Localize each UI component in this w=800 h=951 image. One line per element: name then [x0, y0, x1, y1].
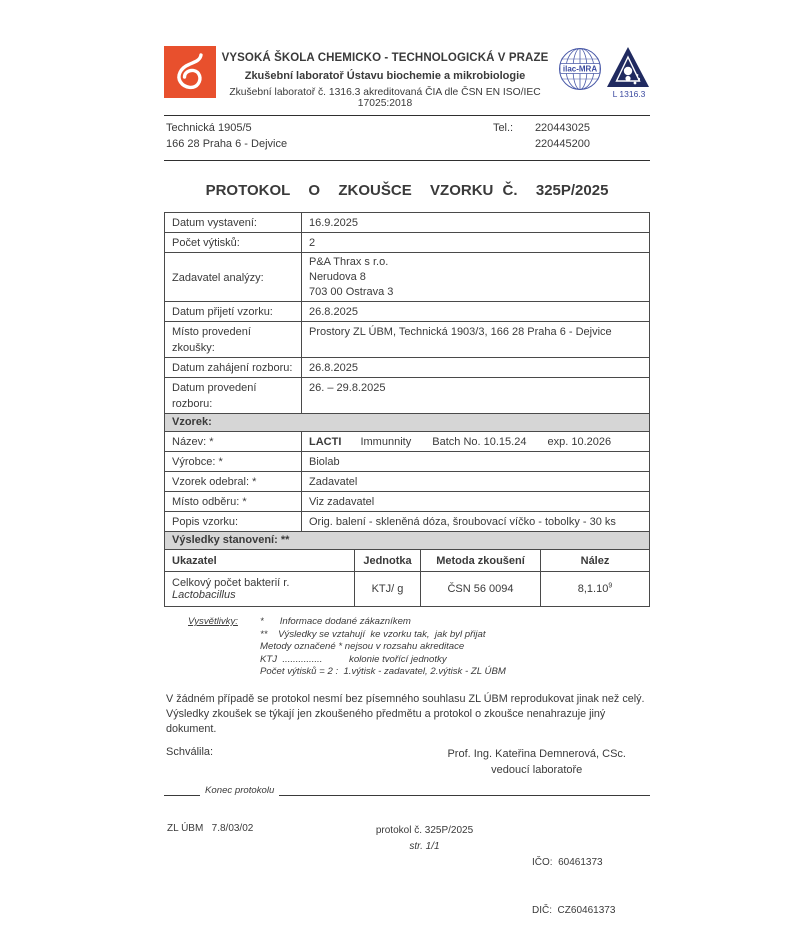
results-header-row [165, 549, 649, 571]
phone-number-1: 220443025 [534, 122, 590, 134]
row-label: Popis vzorku: [165, 512, 302, 531]
row-label: Datum zahájení rozboru: [165, 358, 302, 377]
table-section-row [165, 531, 649, 549]
address-city: 166 28 Praha 6 - Dejvice [166, 138, 288, 150]
accreditation-line: Zkušební laboratoř č. 1316.3 akreditovaná ČIA dle ČSN EN ISO/IEC 17025:2018 [229, 87, 541, 109]
row-value: Biolab [309, 456, 340, 468]
footnote-line: KTJ ............... kolonie tvořící jednotky [260, 653, 447, 665]
approver-role: vedoucí laboratoře [491, 763, 583, 776]
document-footer [164, 823, 650, 951]
sample-brand: LACTI [309, 436, 342, 448]
row-value: Zadavatel [309, 476, 358, 488]
row-value [302, 253, 649, 301]
row-label: Datum provedení rozboru: [165, 378, 302, 413]
row-label: Zadavatel analýzy: [165, 253, 302, 301]
row-label: Výrobce: * [165, 452, 302, 471]
table-row [165, 511, 649, 531]
lab-address [166, 120, 287, 152]
table-row [165, 321, 649, 357]
indicator-text: Celkový počet bakterií r. [172, 577, 290, 589]
row-label: Vzorek odebral: * [165, 472, 302, 491]
footer-doc-code: ZL ÚBM 7.8/03/02 [167, 822, 254, 834]
row-label: Místo odběru: * [165, 492, 302, 511]
result-value-exponent: 9 [608, 582, 613, 590]
footer-company-ids [532, 823, 650, 951]
row-value: 26. – 29.8.2025 [309, 382, 386, 394]
results-col-indicator: Ukazatel [165, 550, 355, 571]
row-label: Místo provedení zkoušky: [165, 322, 302, 357]
address-street: Technická 1905/5 [166, 122, 252, 134]
table-row [165, 213, 649, 232]
row-value: 16.9.2025 [309, 217, 358, 229]
approver-name: Prof. Ing. Kateřina Demnerová, CSc. [447, 747, 626, 760]
row-value: 2 [309, 237, 316, 249]
disclaimer-paragraph: V žádném případě se protokol nesmí bez písemného souhlasu ZL ÚBM reprodukovat jinak než celý. Výsledky zkoušek se týkají jen zkoušeného předmětu a protokol o zkoušce nenahrazuje jiný dokument. [166, 692, 645, 735]
protocol-document [164, 44, 650, 951]
row-value: 26.8.2025 [309, 362, 358, 374]
approver [447, 746, 626, 778]
phone-label: Tel.: [492, 122, 514, 134]
table-row [165, 377, 649, 413]
laboratory-name: Zkušební laboratoř Ústavu biochemie a mikrobiologie [244, 70, 526, 82]
row-value: Orig. balení - skleněná dóza, šroubovací víčko - tobolky - 30 ks [309, 516, 616, 528]
footnotes [164, 616, 650, 679]
footnotes-label: Vysvětlivky: [188, 616, 238, 627]
client-city: 703 00 Ostrava 3 [309, 286, 394, 298]
results-col-finding: Nález [580, 554, 610, 567]
sample-product: Immunnity [360, 436, 412, 448]
footnote-line: ** Výsledky se vztahují ke vzorku tak, jak byl přijat [260, 628, 486, 640]
table-row [165, 451, 649, 471]
result-indicator [165, 572, 355, 606]
table-row [165, 431, 649, 451]
table-row [165, 471, 649, 491]
protocol-title: PROTOKOL O ZKOUŠCE VZORKU Č. 325P/2025 [205, 182, 609, 199]
result-value-base: 8,1.10 [577, 583, 609, 595]
end-of-protocol-label: Konec protokolu [205, 784, 275, 796]
results-col-unit: Jednotka [355, 550, 421, 571]
indicator-species: Lactobacillus [172, 589, 236, 601]
footer-page-number: str. 1/1 [409, 840, 440, 852]
row-label: Datum přijetí vzorku: [165, 302, 302, 321]
row-label: Název: * [165, 432, 302, 451]
sample-expiry: exp. 10.2026 [547, 436, 612, 448]
table-row [165, 301, 649, 321]
row-label: Počet výtisků: [165, 233, 302, 252]
results-data-row [165, 571, 649, 606]
protocol-table [164, 212, 650, 607]
footer-dic: DIČ: CZ60461373 [532, 904, 616, 916]
table-section-row [165, 413, 649, 431]
row-value: Viz zadavatel [309, 496, 375, 508]
end-line-right [279, 792, 650, 796]
address-block [164, 116, 650, 154]
accreditation-logos [554, 46, 650, 107]
footnote-line: Metody označené * nejsou v rozsahu akreditace [260, 641, 465, 653]
cia-accreditation-number: L 1316.3 [612, 89, 646, 99]
footnote-line: * Informace dodané zákazníkem [260, 616, 411, 627]
row-value: 26.8.2025 [309, 306, 358, 318]
result-method: ČSN 56 0094 [421, 572, 541, 606]
footnotes-lines [260, 616, 506, 679]
table-row [165, 232, 649, 252]
sample-name-value [302, 432, 649, 451]
uct-prague-logo-icon [164, 46, 216, 98]
header-divider-bottom [164, 160, 650, 161]
phone-number-2: 220445200 [534, 138, 590, 150]
section-header-sample: Vzorek: [165, 414, 649, 431]
table-row [165, 491, 649, 511]
row-label: Datum vystavení: [165, 213, 302, 232]
header-titles [216, 44, 554, 109]
document-header [164, 44, 650, 109]
section-header-results: Výsledky stanovení: ** [165, 532, 649, 549]
approved-by-label: Schválila: [166, 745, 214, 758]
footer-protocol-number: protokol č. 325P/2025 [375, 824, 474, 836]
cia-accreditation-logo-icon [606, 46, 650, 107]
table-row [165, 252, 649, 301]
row-value: Prostory ZL ÚBM, Technická 1903/3, 166 28 Praha 6 - Dejvice [309, 326, 612, 338]
result-unit: KTJ/ g [355, 572, 421, 606]
phone-block [493, 120, 590, 152]
end-of-protocol [164, 785, 650, 796]
footer-center [317, 823, 532, 951]
sample-batch: Batch No. 10.15.24 [432, 436, 527, 448]
table-row [165, 357, 649, 377]
client-street: Nerudova 8 [309, 271, 366, 283]
ilac-mra-logo-icon [557, 46, 603, 97]
result-value [541, 572, 649, 606]
organization-name: VYSOKÁ ŠKOLA CHEMICKO - TECHNOLOGICKÁ V PRAZE [221, 52, 549, 64]
approval-block [164, 746, 650, 778]
footnote-line: Počet výtisků = 2 : 1.výtisk - zadavatel, 2.výtisk - ZL ÚBM [260, 666, 506, 678]
results-col-method: Metoda zkoušení [421, 550, 541, 571]
ilac-mra-label: ilac-MRA [562, 64, 598, 74]
footer-ico: IČO: 60461373 [532, 856, 603, 868]
client-name: P&A Thrax s r.o. [309, 256, 389, 268]
end-line-left [164, 792, 200, 796]
